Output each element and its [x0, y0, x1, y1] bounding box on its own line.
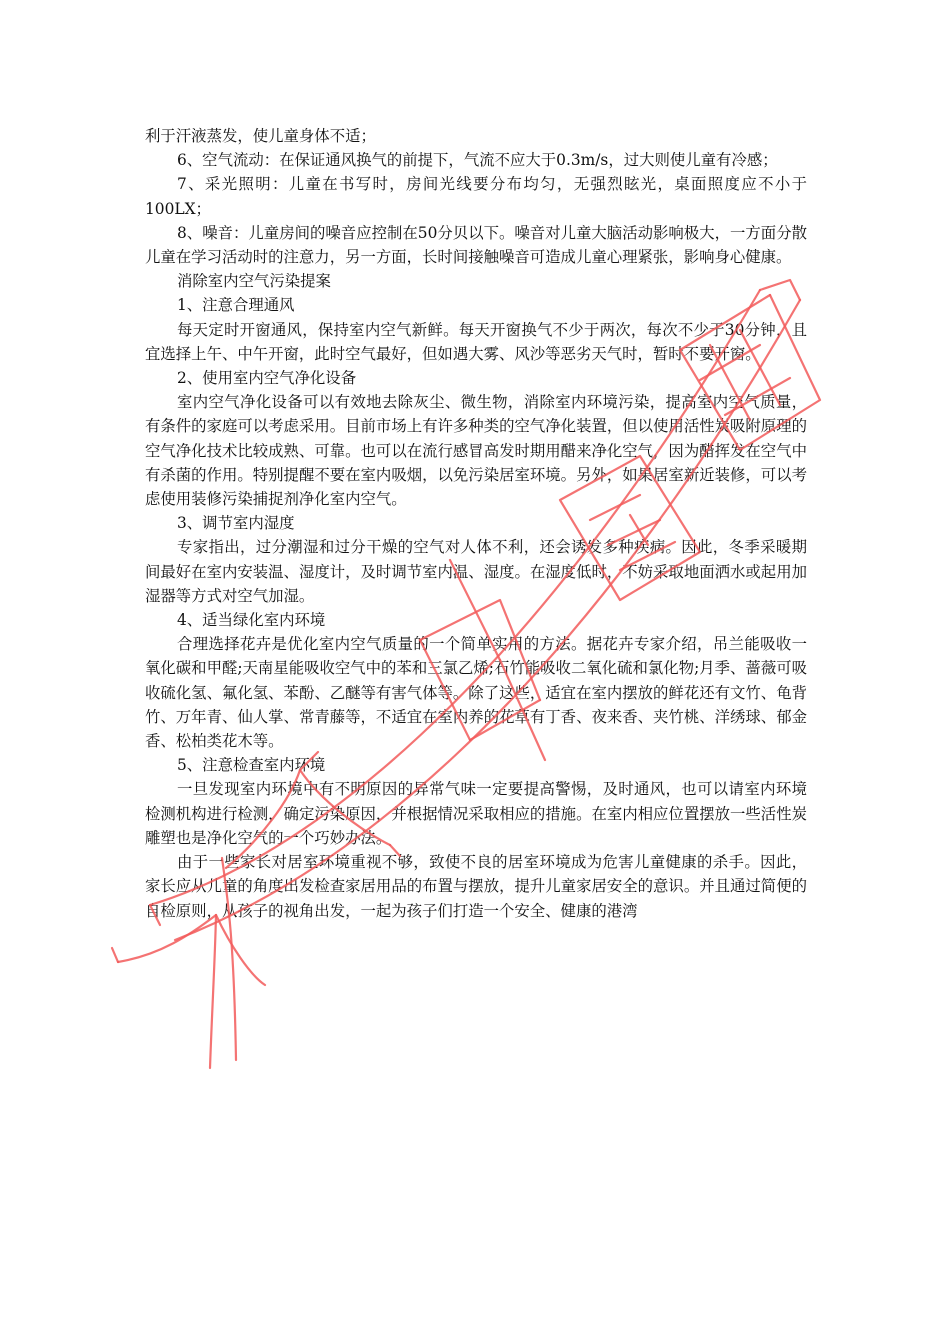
paragraph-conclusion: 由于一些家长对居室环境重视不够，致使不良的居室环境成为危害儿童健康的杀手。因此，家长应从儿童的角度出发检查家居用品的布置与摆放，提升儿童家居安全的意识。并且通过简便的自检原则，从孩子的视角出发，一起为孩子们打造一个安全、健康的港湾	[145, 853, 807, 920]
heading-purifier: 2、使用室内空气净化设备	[177, 369, 357, 388]
paragraph-2: 7、采光照明：儿童在书写时，房间光线要分布均匀，无强烈眩光，桌面照度应不小于100LX；	[145, 175, 807, 218]
heading-greenery: 4、适当绿化室内环境	[177, 611, 326, 630]
paragraph-humidity: 专家指出，过分潮湿和过分干燥的空气对人体不利，还会诱发多种疾病。因此，冬季采暖期间最好在室内安装温、湿度计，及时调节室内温、湿度。在湿度低时，不妨采取地面洒水或起用加湿器等方式对空气加湿。	[145, 538, 807, 605]
paragraph-0: 利于汗液蒸发，使儿童身体不适；	[145, 127, 376, 145]
heading-humidity: 3、调节室内湿度	[177, 514, 295, 533]
paragraph-inspection: 一旦发现室内环境中有不明原因的异常气味一定要提高警惕，及时通风，也可以请室内环境检测机构进行检测，确定污染原因，并根据情况采取相应的措施。在室内相应位置摆放一些活性炭雕塑也是净化空气的一个巧妙办法。	[145, 780, 807, 847]
paragraph-ventilation: 每天定时开窗通风，保持室内空气新鲜。每天开窗换气不少于两次，每次不少于30分钟，且宜选择上午、中午开窗，此时空气最好，但如遇大雾、风沙等恶劣天气时，暂时不要开窗。	[145, 320, 807, 363]
paragraph-1: 6、空气流动：在保证通风换气的前提下，气流不应大于0.3m/s，过大则使儿童有冷感；	[177, 151, 778, 170]
paragraph-purifier: 室内空气净化设备可以有效地去除灰尘、微生物，消除室内环境污染，提高室内空气质量，有条件的家庭可以考虑采用。目前市场上有许多种类的空气净化装置，但以使用活性炭吸附原理的空气净化技术比较成熟、可靠。也可以在流行感冒高发时期用醋来净化空气，因为醋挥发在空气中有杀菌的作用。特别提醒不要在室内吸烟，以免污染居室环境。另外，如果居室新近装修，可以考虑使用装修污染捕捉剂净化室内空气。	[145, 393, 807, 509]
paragraph-3: 8、噪音：儿童房间的噪音应控制在50分贝以下。噪音对儿童大脑活动影响极大，一方面分散儿童在学习活动时的注意力，另一方面，长时间接触噪音可造成儿童心理紧张，影响身心健康。	[145, 223, 807, 267]
section-title: 消除室内空气污染提案	[177, 272, 331, 291]
heading-inspection: 5、注意检查室内环境	[177, 756, 326, 775]
document-body	[145, 124, 807, 923]
heading-ventilation: 1、注意合理通风	[177, 296, 295, 315]
paragraph-greenery: 合理选择花卉是优化室内空气质量的一个简单实用的方法。据花卉专家介绍，吊兰能吸收一氧化碳和甲醛;天南星能吸收空气中的苯和三氯乙烯;石竹能吸收二氧化硫和氯化物;月季、蔷薇可吸收硫化氢、氟化氢、苯酚、乙醚等有害气体等。除了这些，适宜在室内摆放的鲜花还有文竹、龟背竹、万年青、仙人掌、常青藤等，不适宜在室内养的花草有丁香、夜来香、夹竹桃、洋绣球、郁金香、松柏类花木等。	[145, 635, 807, 751]
